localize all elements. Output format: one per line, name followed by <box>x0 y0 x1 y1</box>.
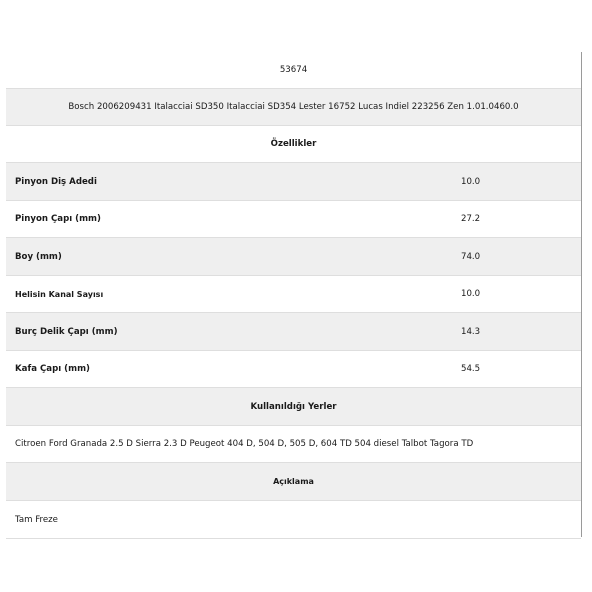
feature-label: Boy (mm) <box>6 238 453 276</box>
features-heading: Özellikler <box>6 126 581 163</box>
usage-text: Citroen Ford Granada 2.5 D Sierra 2.3 D Peugeot 404 D, 504 D, 505 D, 604 TD 504 diesel Talbot Tagora TD <box>6 426 581 463</box>
table-row <box>6 313 581 351</box>
description-row <box>6 501 581 539</box>
feature-value: 10.0 <box>453 163 581 201</box>
usage-heading: Kullanıldığı Yerler <box>6 388 581 426</box>
feature-label: Burç Delik Çapı (mm) <box>6 313 453 351</box>
cross-references: Bosch 2006209431 Italacciai SD350 Italacciai SD354 Lester 16752 Lucas Indiel 223256 Zen 1.01.0460.0 <box>6 89 581 126</box>
description-heading: Açıklama <box>6 463 581 501</box>
cross-reference-row <box>6 89 581 126</box>
feature-value: 14.3 <box>453 313 581 351</box>
feature-label: Helisin Kanal Sayısı <box>6 276 453 313</box>
product-spec-table <box>6 52 581 539</box>
table-row <box>6 201 581 238</box>
usage-heading-row <box>6 388 581 426</box>
feature-value: 10.0 <box>453 276 581 313</box>
usage-row <box>6 426 581 463</box>
product-code: 53674 <box>6 52 581 89</box>
features-heading-row <box>6 126 581 163</box>
description-heading-row <box>6 463 581 501</box>
feature-label: Kafa Çapı (mm) <box>6 351 453 388</box>
feature-label: Pinyon Çapı (mm) <box>6 201 453 238</box>
table-row <box>6 238 581 276</box>
feature-value: 74.0 <box>453 238 581 276</box>
feature-value: 27.2 <box>453 201 581 238</box>
table-row <box>6 163 581 201</box>
table-row <box>6 351 581 388</box>
feature-label: Pinyon Diş Adedi <box>6 163 453 201</box>
description-text: Tam Freze <box>6 501 581 539</box>
product-code-row <box>6 52 581 89</box>
table-row <box>6 276 581 313</box>
table-right-border <box>581 52 582 537</box>
feature-value: 54.5 <box>453 351 581 388</box>
